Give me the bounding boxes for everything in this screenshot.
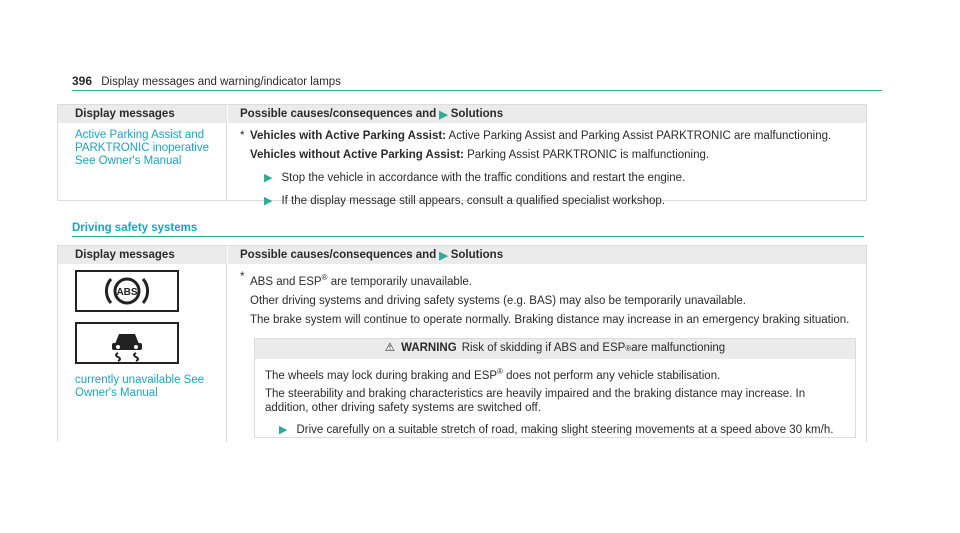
table-header (58, 246, 866, 264)
abs-esp-paragraph (240, 270, 856, 290)
message-line: Active Parking Assist and (75, 129, 205, 141)
causes-cell (227, 123, 866, 207)
step-text: Drive carefully on a suitable stretch of road, making slight steering movements at a speed above 30 km/h. (296, 423, 834, 436)
display-message-cell (58, 264, 227, 442)
step-text: Stop the vehicle in accordance with the traffic conditions and restart the engine. (281, 172, 686, 184)
display-message-text (58, 123, 227, 200)
table-header (58, 105, 866, 123)
col-solutions-label: Solutions (450, 108, 504, 120)
registered-mark: ® (625, 344, 632, 354)
vehicles-without-paragraph (240, 148, 856, 163)
other-systems-text: Other driving systems and driving safety systems (e.g. BAS) may also be temporarily unavailable. (250, 294, 746, 307)
table-row (58, 123, 866, 207)
warning-body (255, 359, 855, 437)
warning-paragraph: The steerability and braking characteristics are heavily impaired and the braking distance may increase. In addition, other driving safety systems are switched off. (265, 387, 806, 414)
p2-bold: Vehicles without Active Parking Assist: (250, 149, 464, 161)
step-text: If the display message still appears, consult a qualified specialist workshop. (281, 195, 666, 207)
warning-triangle-icon: ⚠ (384, 342, 396, 355)
play-arrow-icon: ▶ (439, 249, 448, 262)
section-title: Driving safety systems (72, 222, 864, 237)
warning-paragraph (265, 365, 845, 383)
step-arrow-icon: ▶ (279, 423, 288, 436)
causes-cell (227, 264, 866, 442)
vehicles-with-paragraph (240, 129, 856, 144)
warn-p1-b: does not perform any vehicle stabilisation. (502, 369, 721, 382)
warning-header (255, 339, 855, 359)
message-line: PARKTRONIC inoperative (75, 142, 209, 154)
col-causes-label: Possible causes/consequences and (240, 108, 437, 120)
parking-assist-table (57, 104, 867, 207)
warning-text-end: are malfunctioning (631, 342, 726, 355)
page-title: Display messages and warning/indicator lamps (101, 76, 341, 88)
play-arrow-icon: ▶ (439, 108, 448, 121)
col-display-messages: Display messages (75, 108, 175, 120)
solution-step (264, 171, 856, 186)
solution-step (279, 423, 845, 437)
warning-label: WARNING (401, 342, 457, 355)
warning-box (254, 338, 856, 438)
brake-system-text: The brake system will continue to operate normally. Braking distance may increase in an emergency braking situation. (250, 313, 850, 326)
warn-p1-a: The wheels may lock during braking and ESP (265, 369, 498, 382)
col-solutions-label: Solutions (450, 249, 504, 261)
col-causes (227, 246, 866, 264)
line1-a: ABS and ESP (250, 275, 322, 288)
footnote-star: * (240, 130, 245, 142)
message-line: Owner's Manual (75, 387, 158, 399)
page-number: 396 (72, 74, 93, 88)
table-row (58, 264, 866, 442)
step-arrow-icon: ▶ (264, 172, 273, 184)
p1-bold: Vehicles with Active Parking Assist: (250, 130, 446, 142)
warning-text: Risk of skidding if ABS and ESP (461, 342, 626, 355)
footnote-star: * (240, 271, 245, 283)
step-arrow-icon: ▶ (264, 195, 273, 207)
message-line: See Owner's Manual (75, 155, 182, 167)
abs-warning-icon (75, 270, 179, 312)
col-causes-label: Possible causes/consequences and (240, 249, 437, 261)
solution-step (264, 194, 856, 209)
p2-text: Parking Assist PARKTRONIC is malfunctioning. (463, 149, 710, 161)
svg-text:ABS: ABS (116, 287, 138, 298)
message-line: currently unavailable See (75, 374, 205, 386)
skidding-car-icon (75, 322, 179, 364)
col-display-messages: Display messages (75, 249, 175, 261)
col-causes (227, 105, 866, 123)
driving-safety-table (57, 245, 867, 442)
line1-b: are temporarily unavailable. (327, 275, 472, 288)
p1-text: Active Parking Assist and Parking Assist PARKTRONIC are malfunctioning. (446, 130, 832, 142)
page-header (72, 74, 882, 91)
registered-mark: ® (321, 273, 328, 282)
registered-mark: ® (497, 366, 503, 376)
